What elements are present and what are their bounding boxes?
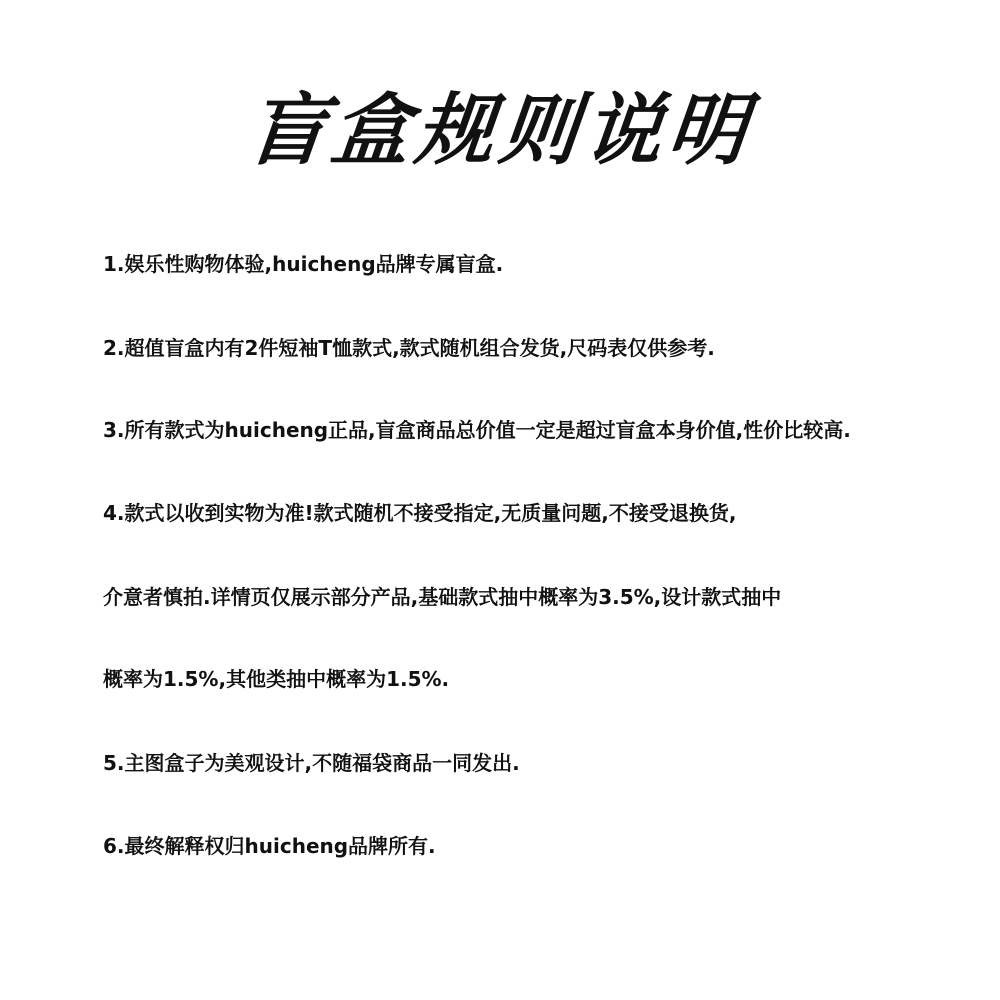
rule-line-1: 1.娱乐性购物体验,huicheng品牌专属盲盒. bbox=[103, 252, 504, 276]
rule-line-8: 6.最终解释权归huicheng品牌所有. bbox=[103, 834, 436, 858]
rule-line-3: 3.所有款式为huicheng正品,盲盒商品总价值一定是超过盲盒本身价值,性价比较高. bbox=[103, 418, 851, 442]
rule-line-7: 5.主图盒子为美观设计,不随福袋商品一同发出. bbox=[103, 751, 520, 775]
rule-line-2: 2.超值盲盒内有2件短袖T恤款式,款式随机组合发货,尺码表仅供参考. bbox=[103, 336, 715, 360]
rule-line-4: 4.款式以收到实物为准!款式随机不接受指定,无质量问题,不接受退换货, bbox=[103, 501, 737, 525]
page-title: 盲盒规则说明 bbox=[243, 86, 757, 176]
rule-line-5: 介意者慎拍.详情页仅展示部分产品,基础款式抽中概率为3.5%,设计款式抽中 bbox=[103, 585, 782, 609]
rule-line-6: 概率为1.5%,其他类抽中概率为1.5%. bbox=[103, 667, 450, 691]
